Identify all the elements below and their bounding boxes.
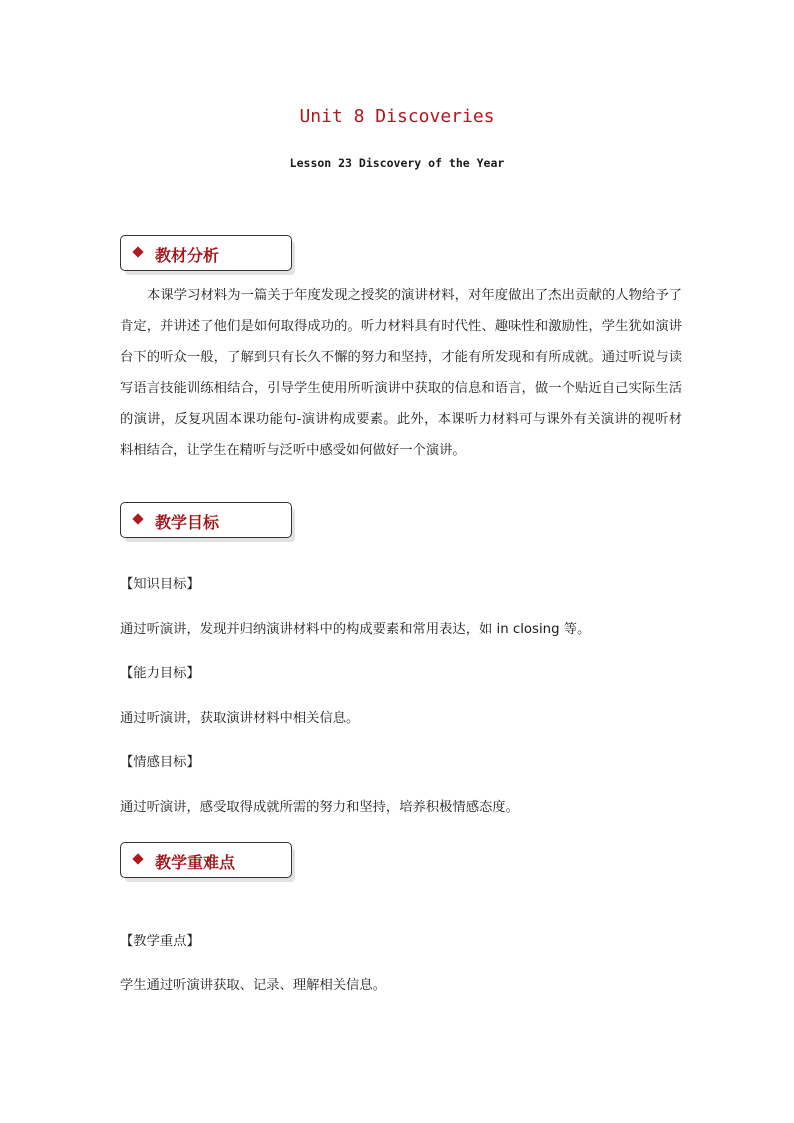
diamond-bullet-icon [132,853,143,864]
objective-label: 【知识目标】 [120,577,200,592]
document-title: Unit 8 Discoveries [299,106,495,127]
section-heading: 教材分析 [155,246,220,265]
keypoint-label: 【教学重点】 [120,934,200,949]
section-heading: 教学重难点 [155,853,236,872]
objective-label: 【情感目标】 [120,755,200,770]
objective-text: 通过听演讲，感受取得成就所需的努力和坚持，培养积极情感态度。 [120,800,519,815]
analysis-paragraph: 本课学习材料为一篇关于年度发现之授奖的演讲材料，对年度做出了杰出贡献的人物给予了肯定，并讲述了他们是如何取得成功的。听力材料具有时代性、趣味性和激励性，学生犹如演讲台下的听众一般，了解到只有长久不懈的努力和坚持，才能有所发现和有所成就。通过听说与读写语言技能训练相结合，引导学生使用所听演讲中获取的信息和语言，做一个贴近自己实际生活的演讲，反复巩固本课功能句-演讲构成要素。此外，本课听力材料可与课外有关演讲的视听材料相结合，让学生在精听与泛听中感受如何做好一个演讲。 [120,288,682,458]
objective-text: 通过听演讲，获取演讲材料中相关信息。 [120,711,360,726]
section-heading-box [120,502,292,538]
diamond-bullet-icon [132,513,143,524]
section-heading-box [120,842,292,878]
keypoint-text: 学生通过听演讲获取、记录、理解相关信息。 [120,978,386,993]
document-subtitle: Lesson 23 Discovery of the Year [289,156,505,170]
objective-label: 【能力目标】 [120,666,200,681]
objective-text: 通过听演讲，发现并归纳演讲材料中的构成要素和常用表达，如 in closing 等。 [120,622,591,637]
section-heading: 教学目标 [155,513,220,532]
section-heading-box [120,235,292,271]
diamond-bullet-icon [132,246,143,257]
